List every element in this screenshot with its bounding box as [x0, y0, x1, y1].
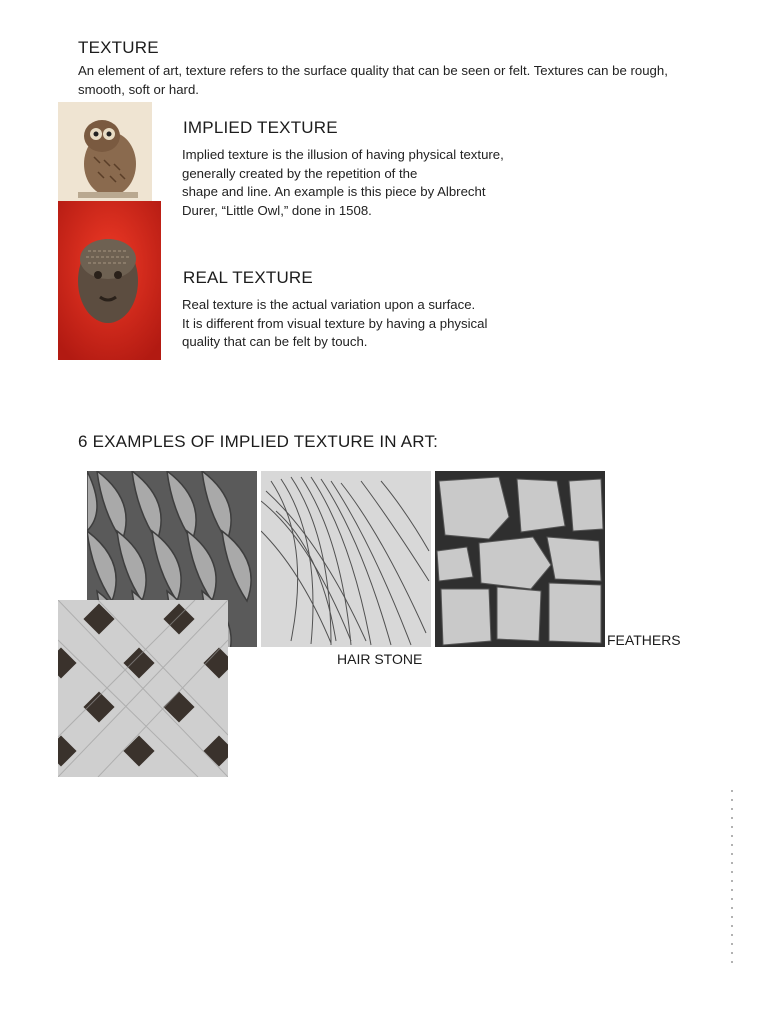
implied-line: Durer, “Little Owl,” done in 1508.: [182, 202, 372, 218]
implied-line: generally created by the repetition of the: [182, 165, 418, 181]
real-line: It is different from visual texture by having a physical: [182, 315, 488, 331]
real-line: Real texture is the actual variation upon a surface.: [182, 297, 476, 312]
weave-image: [58, 600, 228, 777]
hair-image: [261, 471, 431, 647]
implied-texture-text: [182, 146, 542, 220]
mask-image: [58, 201, 161, 360]
implied-texture-title: IMPLIED TEXTURE: [183, 118, 338, 137]
stone-image: [435, 471, 605, 647]
implied-line: Implied texture is the illusion of having physical texture,: [182, 147, 504, 162]
caption-feathers: FEATHERS: [607, 632, 681, 648]
caption-hair-stone: HAIR STONE: [337, 651, 423, 667]
page-margin-dots: [729, 790, 735, 970]
examples-title: 6 EXAMPLES OF IMPLIED TEXTURE IN ART:: [78, 432, 439, 451]
real-line: quality that can be felt by touch.: [182, 334, 368, 349]
real-texture-title: REAL TEXTURE: [183, 268, 313, 287]
page-title: TEXTURE: [78, 38, 159, 57]
implied-line: shape and line. An example is this piece by Albrecht: [182, 184, 486, 199]
owl-image: [58, 102, 152, 201]
intro-paragraph: An element of art, texture refers to the surface quality that can be seen or felt. Textures can be rough, smooth, soft or hard.: [78, 63, 668, 97]
real-texture-text: [182, 296, 542, 352]
